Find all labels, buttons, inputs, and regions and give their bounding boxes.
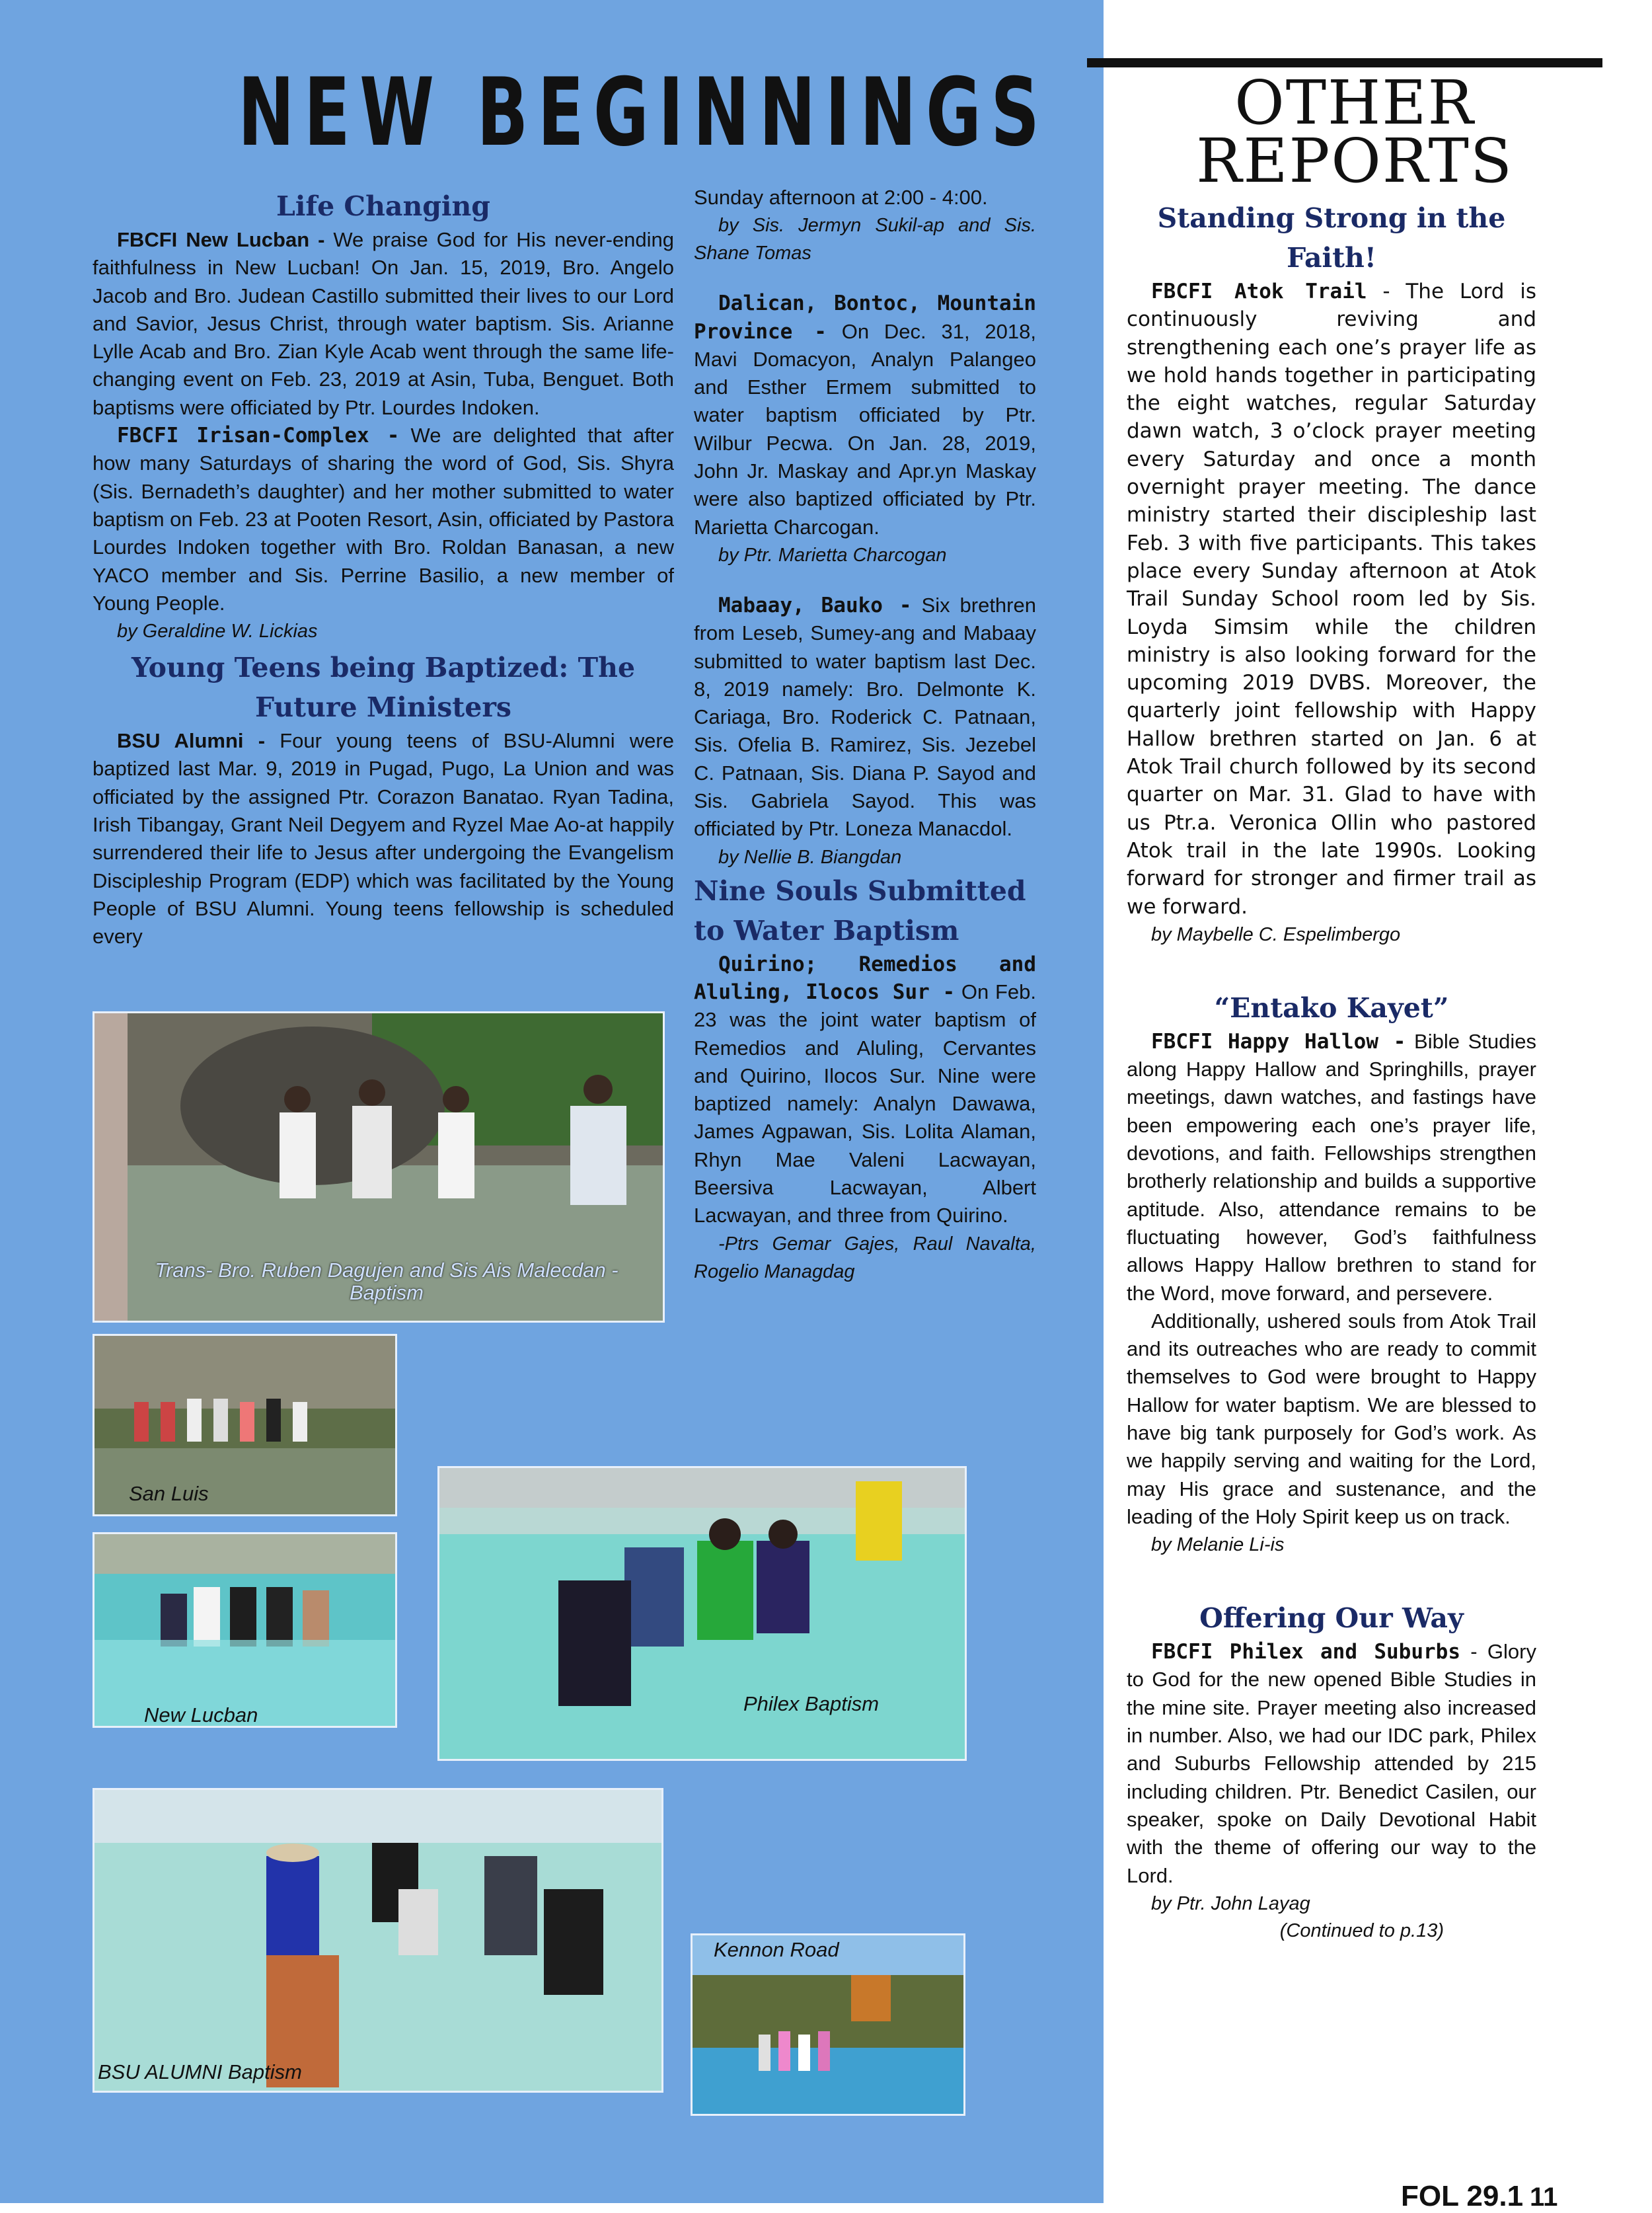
- byline-sukil-ap: by Sis. Jermyn Sukil-ap and Sis. Shane Tomas: [694, 215, 1036, 264]
- paragraph-mabaay: [694, 592, 1036, 843]
- lead-dalican: Dalican, Bontoc, Mountain Province -: [694, 291, 1036, 344]
- byline-espelimbergo: by Maybelle C. Espelimbergo: [1151, 923, 1401, 945]
- paragraph-irisan: [93, 422, 674, 617]
- lead-irisan: FBCFI Irisan-Complex -: [117, 424, 400, 448]
- continued-note: (Continued to p.13): [1279, 1920, 1444, 1941]
- byline-biangdan: by Nellie B. Biangdan: [718, 846, 902, 868]
- other-reports-title: [1123, 67, 1586, 196]
- photo-bsu-alumni: [93, 1788, 663, 2093]
- photo-new-lucban: [93, 1532, 397, 1728]
- column-middle: [694, 184, 1036, 1286]
- caption-san-luis: San Luis: [129, 1482, 209, 1505]
- section-title: NEW BEGINNINGS: [238, 58, 1049, 167]
- text-quirino: On Feb. 23 was the joint water baptism of Remedios and Aluling, Cervantes and Quirino, Ilocos Sur. Nine were baptized namely: Analyn Dawawa, James Agpawan, Sis. Lolita Alaman, Rhyn Mae Valeni Lacwayan, Beersiva Lacwayan, Albert Lacwayan, and three from Quirino.: [694, 980, 1037, 1227]
- paragraph-atok-trail: [1127, 278, 1536, 921]
- column-left: [93, 186, 674, 951]
- heading-life-changing: Life Changing: [276, 190, 490, 222]
- paragraph-quirino: [694, 951, 1036, 1230]
- text-atok-trail: - The Lord is continuously reviving and strengthening each one’s prayer life as we hold hands together in participating the eight watches, regular Saturday dawn watch, 3 o’clock prayer meeting every Saturday and once a month overnight prayer meeting. The dance ministry started their discipleship last Feb. 3 with five participants. This takes place every Sunday afternoon at Atok Trail Sunday School room led by Sis. Loyda Simsim while the children ministry is also looking forward for the upcoming 2019 DVBS. Moreover, the quarterly joint fellowship with Happy Hallow brethren started on Jan. 6 at Atok Trail church followed by its second quarter on Mar. 31. Glad to have with us Ptr.a. Veronica Ollin who pastored Atok trail in the late 1990s. Looking forward for stronger and firmer trail as we forward.: [1127, 280, 1536, 919]
- issue-label: FOL 29.1: [1401, 2180, 1524, 2212]
- text-mabaay: Six brethren from Leseb, Sumey-ang and Mabaay submitted to water baptism last Dec. 8, 2019 namely: Bro. Delmonte K. Cariaga, Bro. Roderick C. Patnaan, Sis. Ofelia B. Ramirez, Sis. Jezebel C. Patnaan, Sis. Diana P. Sayod and Sis. Gabriela Sayod. This was officiated by Ptr. Loneza Manacdol.: [694, 593, 1036, 841]
- paragraph-new-lucban: [93, 226, 674, 422]
- paragraph-happy-hallow: [1127, 1028, 1536, 1307]
- lead-philex: FBCFI Philex and Suburbs: [1151, 1640, 1460, 1664]
- byline-li-is: by Melanie Li-is: [1151, 1534, 1285, 1556]
- column-right: [1127, 198, 1536, 1944]
- caption-new-lucban: New Lucban: [144, 1703, 258, 1727]
- page-number: 11: [1530, 2183, 1558, 2212]
- text-philex: - Glory to God for the new opened Bible Studies in the mine site. Prayer meeting also increased in number. Also, we had our IDC park, Philex and Suburbs Fellowship attended by 215 including children. Ptr. Benedict Casilen, our speaker, spoke on Daily Devotional Habit with the theme of offering our way to the Lord.: [1127, 1640, 1536, 1887]
- heading-young-teens: Young Teens being Baptized: The Future Ministers: [131, 652, 636, 724]
- caption-trans: Trans- Bro. Ruben Dagujen and Sis Ais Malecdan - Baptism: [155, 1259, 619, 1304]
- byline-ptrs: -Ptrs Gemar Gajes, Raul Navalta, Rogelio Managdag: [694, 1233, 1036, 1282]
- caption-kennon: Kennon Road: [714, 1938, 839, 1961]
- text-happy-hallow: Bible Studies along Happy Hallow and Springhills, prayer meetings, dawn watches, and fastings have been empowering each one’s prayer life, devotions, and faith. Fellowships strengthen brotherly relationship and builds a supportive aptitude. Also, attendance remains to be fluctuating however, God’s faithfulness allows Happy Hallow brethren to stand for the Word, move forward, and persevere.: [1127, 1029, 1536, 1305]
- text-dalican: On Dec. 31, 2018, Mavi Domacyon, Analyn Palangeo and Esther Ermem submitted to water baptism officiated by Ptr. Wilbur Pecwa. On Jan. 28, 2019, John Jr. Maskay and Apr.yn Maskay were also baptized officiated by Ptr. Marietta Charcogan.: [694, 319, 1037, 539]
- text-irisan: We are delighted that after how many Saturdays of sharing the word of God, Sis. Shyra (Sis. Bernadeth’s daughter) and her mother submitted to water baptism on Feb. 23 at Pooten Resort, Asin, officiated by Pastora Lourdes Indoken together with Bro. Roldan Banasan, a new YACO member and Sis. Perrine Basilio, a new member of Young People.: [93, 424, 674, 615]
- text-bsu-continued: Sunday afternoon at 2:00 - 4:00.: [694, 186, 988, 209]
- lead-new-lucban: FBCFI New Lucban -: [117, 228, 325, 251]
- lead-atok-trail: FBCFI Atok Trail: [1151, 280, 1367, 303]
- heading-nine-souls: Nine Souls Submitted to Water Baptism: [694, 874, 1026, 947]
- lead-happy-hallow: FBCFI Happy Hallow -: [1151, 1029, 1406, 1054]
- lead-mabaay: Mabaay, Bauko -: [718, 593, 912, 617]
- top-rule: [1087, 58, 1602, 67]
- byline-layag: by Ptr. John Layag: [1151, 1892, 1310, 1914]
- byline-charcogan: by Ptr. Marietta Charcogan: [718, 544, 947, 566]
- heading-offering-our-way: Offering Our Way: [1199, 1602, 1464, 1635]
- page-footer: [1401, 2180, 1558, 2213]
- title-line-1: OTHER: [1234, 67, 1475, 138]
- paragraph-philex: [1127, 1638, 1536, 1890]
- title-line-2: REPORTS: [1196, 126, 1513, 196]
- heading-entako-kayet: “Entako Kayet”: [1214, 991, 1449, 1024]
- paragraph-additionally: Additionally, ushered souls from Atok Trail and its outreaches who are ready to commit themselves to God were brought to Happy Hallow for water baptism. We are blessed to have big tank purposely for God’s work. As we happily serving and waiting for the Lord, may His grace and sustenance, and the leading of the Holy Spirit keep us on track.: [1127, 1309, 1536, 1528]
- text-new-lucban: We praise God for His never-ending faithfulness in New Lucban! On Jan. 15, 2019, Bro. Angelo Jacob and Bro. Judean Castillo submitted their lives to our Lord and Savior, Jesus Christ, through water baptism. Sis. Arianne Lylle Acab and Bro. Zian Kyle Acab went through the same life-changing event on Feb. 23, 2019 at Asin, Tuba, Benguet. Both baptisms were officiated by Ptr. Lourdes Indoken.: [93, 228, 674, 419]
- paragraph-bsu-alumni: [93, 727, 674, 951]
- heading-standing-strong: Standing Strong in the Faith!: [1157, 202, 1506, 274]
- caption-bsu: BSU ALUMNI Baptism: [98, 2060, 302, 2083]
- caption-philex: Philex Baptism: [743, 1692, 880, 1715]
- lead-quirino: Quirino; Remedios and Aluling, Ilocos Sur -: [694, 952, 1036, 1004]
- paragraph-dalican: [694, 290, 1036, 541]
- byline-lickias: by Geraldine W. Lickias: [117, 621, 318, 642]
- photo-philex: [437, 1466, 967, 1761]
- lead-bsu-alumni: BSU Alumni -: [117, 729, 266, 753]
- text-bsu-alumni: Four young teens of BSU-Alumni were baptized last Mar. 9, 2019 in Pugad, Pugo, La Union and was officiated by the assigned Ptr. Corazon Banatao. Ryan Tadina, Irish Tibangay, Grant Neil Degyem and Ryzel Mae Ao-at happily surrendered their life to Jesus after undergoing the Evangelism Discipleship Program (EDP) which was facilitated by the Young People of BSU Alumni. Young teens fellowship is scheduled every: [93, 729, 674, 949]
